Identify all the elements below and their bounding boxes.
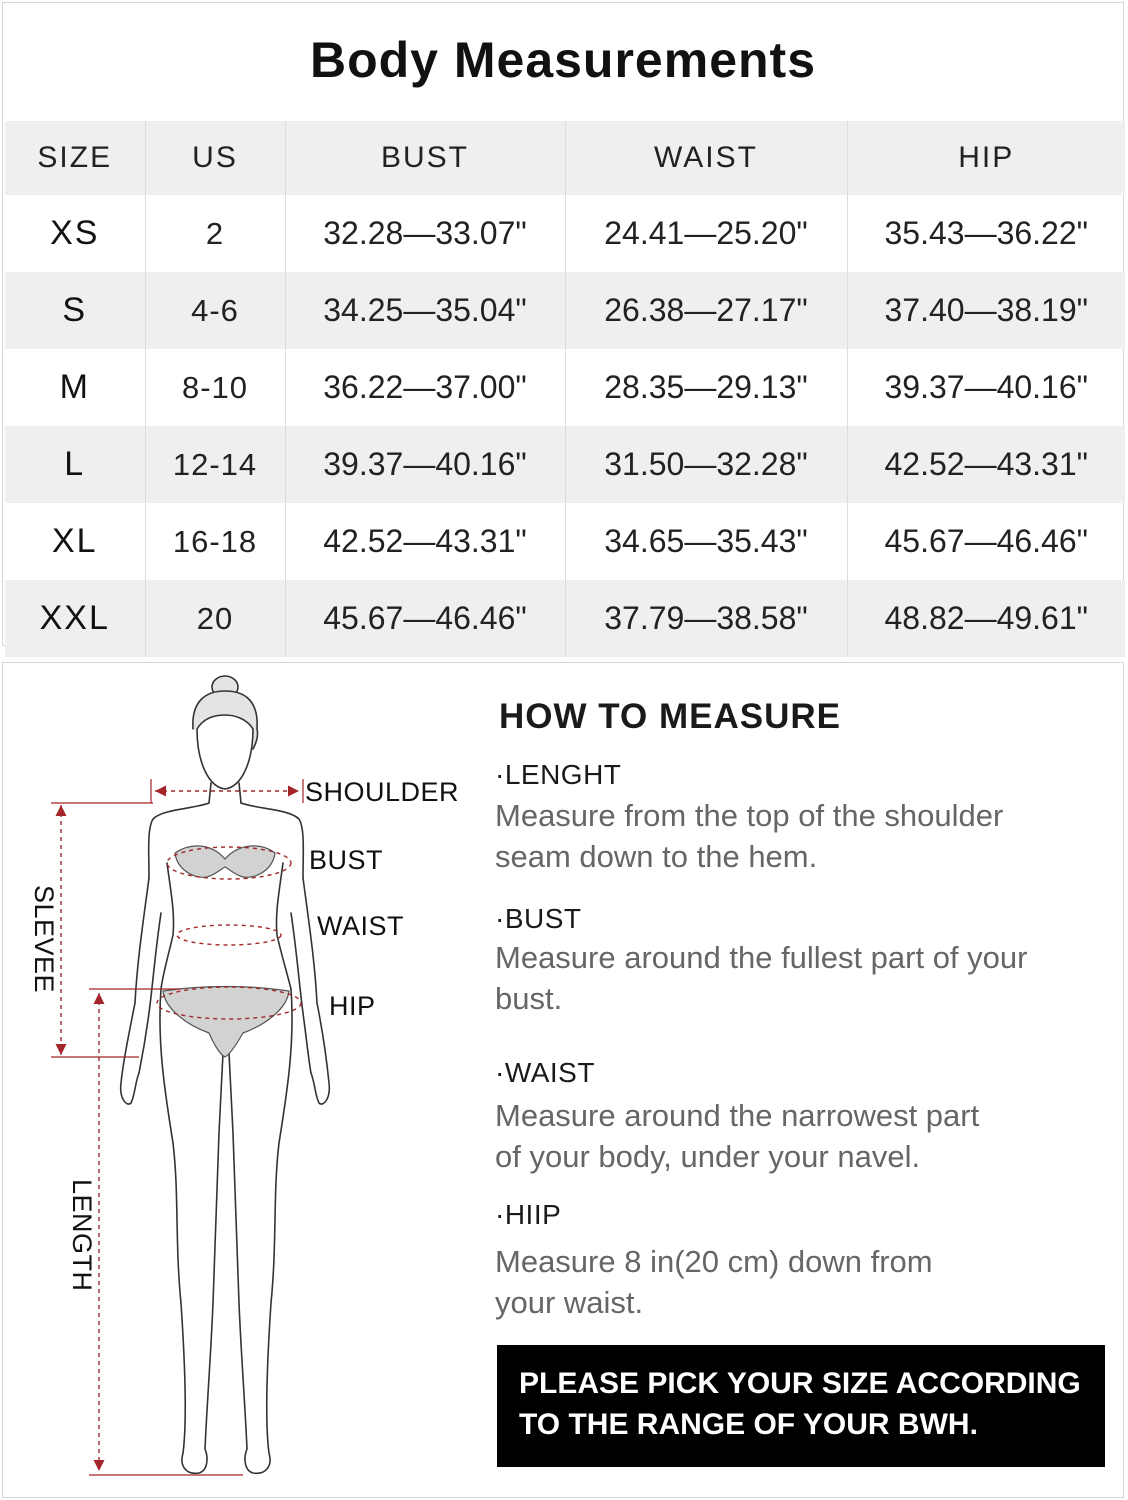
bust-label: BUST (309, 845, 384, 875)
bust-description (495, 937, 1115, 1019)
measurement-guides (61, 791, 301, 1471)
bust-cell: 39.37—40.16" (285, 426, 565, 503)
us-size-cell: 8-10 (145, 349, 285, 426)
waist-cell: 31.50—32.28" (565, 426, 847, 503)
size-cell: L (5, 426, 145, 503)
size-notice-banner (497, 1345, 1105, 1467)
description-line: seam down to the hem. (495, 839, 818, 874)
waist-heading: ·WAIST (495, 1057, 595, 1088)
length-description (495, 795, 1115, 877)
size-cell: S (5, 272, 145, 349)
bottom-garment-shape (163, 987, 289, 1058)
header-hip: HIP (958, 141, 1015, 174)
how-to-measure-panel (2, 662, 1124, 1498)
header-bust: BUST (285, 121, 565, 195)
table-row (5, 272, 1125, 349)
description-line: Measure around the narrowest part (495, 1098, 980, 1133)
length-heading: ·LENGHT (495, 759, 622, 790)
hip-cell: 42.52—43.31" (884, 446, 1088, 482)
hip-label: HIP (329, 991, 376, 1021)
hip-cell: 45.67—46.46" (884, 523, 1088, 559)
hip-cell: 37.40—38.19" (884, 292, 1088, 328)
hip-description (495, 1241, 1115, 1323)
size-cell: M (5, 349, 145, 426)
size-cell: XL (5, 503, 145, 580)
table-row (5, 503, 1125, 580)
bust-cell: 45.67—46.46" (285, 580, 565, 657)
waist-cell: 26.38—27.17" (565, 272, 847, 349)
description-line: of your body, under your navel. (495, 1139, 921, 1174)
table-row (5, 580, 1125, 657)
waist-cell: 28.35—29.13" (565, 349, 847, 426)
figure-outline (121, 676, 330, 1473)
size-chart-panel (2, 2, 1124, 646)
bust-cell: 32.28—33.07" (285, 195, 565, 272)
hip-cell: 48.82—49.61" (884, 600, 1088, 636)
shoulder-label: SHOULDER (305, 777, 460, 807)
description-line: your waist. (495, 1285, 644, 1320)
us-size-cell: 2 (145, 195, 285, 272)
sleeve-label: SLEVEE (29, 885, 59, 994)
body-figure-illustration (3, 663, 493, 1497)
table-row (5, 195, 1125, 272)
us-size-cell: 20 (145, 580, 285, 657)
us-size-cell: 12-14 (145, 426, 285, 503)
header-waist: WAIST (565, 121, 847, 195)
bust-heading: ·BUST (495, 903, 582, 934)
how-to-measure-title: HOW TO MEASURE (499, 697, 841, 736)
table-row (5, 426, 1125, 503)
hip-cell: 39.37—40.16" (884, 369, 1088, 405)
waist-label: WAIST (317, 911, 404, 941)
us-size-cell: 16-18 (145, 503, 285, 580)
waist-cell: 34.65—35.43" (565, 503, 847, 580)
waist-cell: 24.41—25.20" (565, 195, 847, 272)
notice-line: PLEASE PICK YOUR SIZE ACCORDING (519, 1367, 1081, 1400)
waist-cell: 37.79—38.58" (565, 580, 847, 657)
size-table (5, 121, 1125, 657)
length-label: LENGTH (67, 1179, 97, 1292)
hip-cell: 35.43—36.22" (884, 215, 1088, 251)
table-row (5, 349, 1125, 426)
description-line: bust. (495, 981, 563, 1016)
notice-line: TO THE RANGE OF YOUR BWH. (519, 1408, 978, 1441)
size-cell: XXL (5, 580, 145, 657)
bust-cell: 36.22—37.00" (285, 349, 565, 426)
header-size: SIZE (5, 121, 145, 195)
bust-cell: 34.25—35.04" (285, 272, 565, 349)
table-header-row (5, 121, 1125, 195)
size-cell: XS (5, 195, 145, 272)
hip-heading: ·HIIP (495, 1199, 562, 1230)
description-line: Measure 8 in(20 cm) down from (495, 1244, 933, 1279)
description-line: Measure from the top of the shoulder (495, 798, 1004, 833)
us-size-cell: 4-6 (145, 272, 285, 349)
bust-cell: 42.52—43.31" (285, 503, 565, 580)
description-line: Measure around the fullest part of your (495, 940, 1028, 975)
header-us: US (145, 121, 285, 195)
page-title: Body Measurements (309, 32, 817, 88)
waist-description (495, 1095, 1115, 1177)
